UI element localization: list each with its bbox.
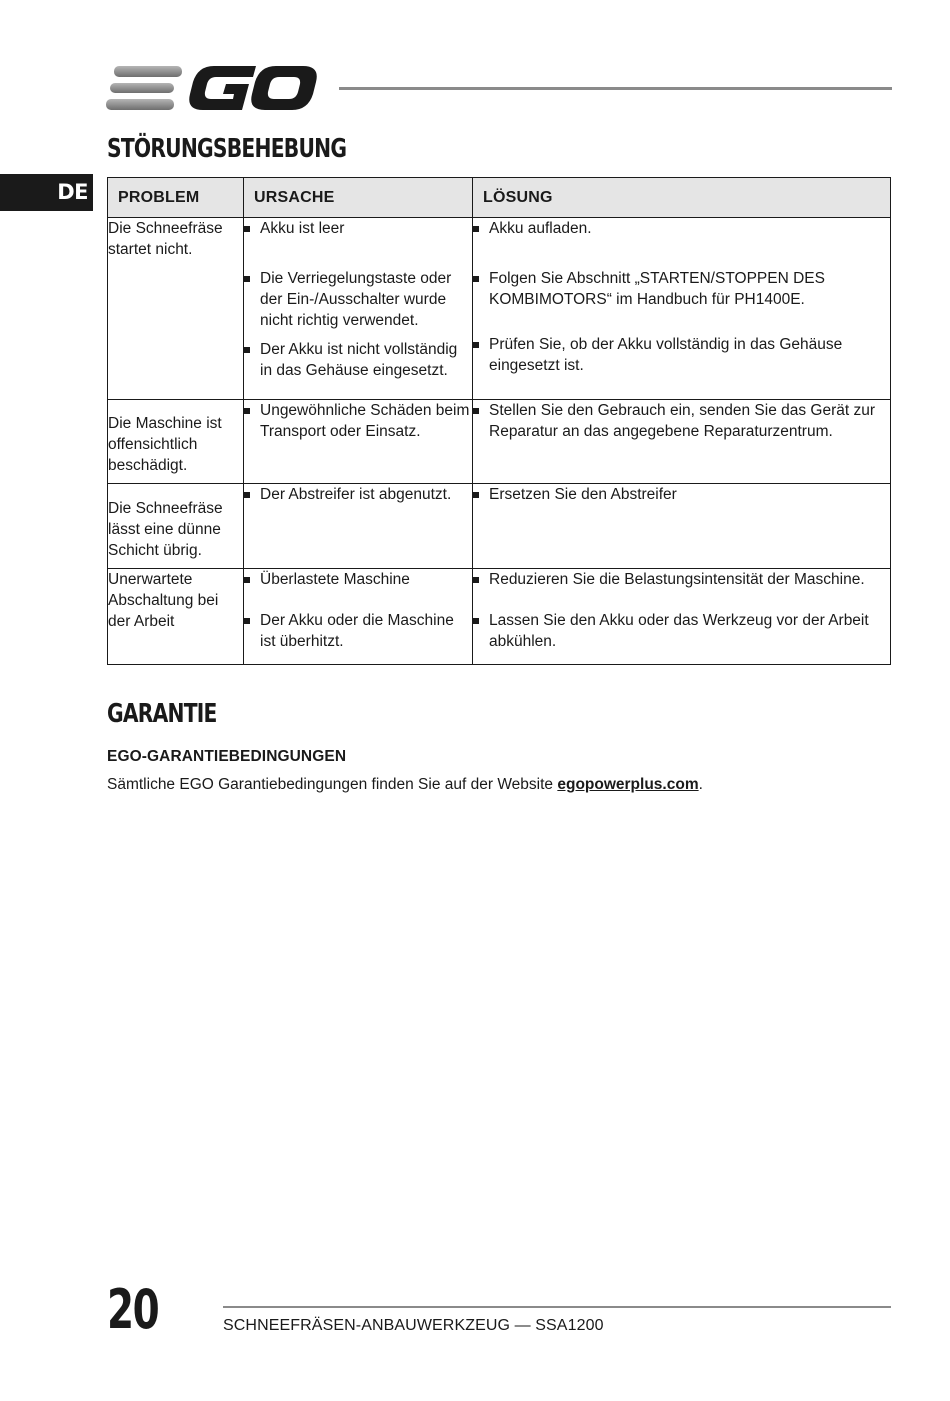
cause-item: Ungewöhnliche Schäden beim Transport oder Einsatz. bbox=[244, 400, 472, 442]
solution-item: Ersetzen Sie den Abstreifer bbox=[473, 484, 890, 505]
footer-rule bbox=[223, 1306, 891, 1308]
solution-item: Prüfen Sie, ob der Akku vollständig in das Gehäuse eingesetzt ist. bbox=[473, 334, 890, 376]
cause-cell bbox=[244, 484, 473, 569]
problem-cell: Die Schneefräse startet nicht. bbox=[108, 218, 244, 400]
page-number: 20 bbox=[107, 1278, 159, 1341]
warranty-text bbox=[107, 776, 703, 794]
solution-cell bbox=[473, 484, 891, 569]
column-header-solution: LÖSUNG bbox=[473, 178, 891, 218]
warranty-link[interactable]: egopowerplus.com bbox=[557, 776, 699, 793]
table-row bbox=[108, 569, 891, 665]
header-rule bbox=[339, 87, 892, 90]
ego-logo bbox=[106, 62, 318, 114]
problem-cell: Die Schneefräse lässt eine dünne Schicht übrig. bbox=[108, 484, 244, 569]
solution-item: Stellen Sie den Gebrauch ein, senden Sie das Gerät zur Reparatur an das angegebene Reparaturzentrum. bbox=[473, 400, 890, 442]
problem-cell: Unerwartete Abschaltung bei der Arbeit bbox=[108, 569, 244, 665]
cause-item: Überlastete Maschine bbox=[244, 569, 472, 590]
warranty-title: GARANTIE bbox=[107, 699, 217, 729]
solution-item: Lassen Sie den Akku oder das Werkzeug vor der Arbeit abkühlen. bbox=[473, 610, 890, 652]
warranty-subheading: EGO-GARANTIEBEDINGUNGEN bbox=[107, 748, 347, 765]
warranty-text-before: Sämtliche EGO Garantiebedingungen finden Sie auf der Website bbox=[107, 776, 558, 793]
cause-item: Der Abstreifer ist abgenutzt. bbox=[244, 484, 472, 505]
footer-document-title: SCHNEEFRÄSEN-ANBAUWERKZEUG — SSA1200 bbox=[223, 1317, 604, 1334]
solution-cell bbox=[473, 400, 891, 484]
language-tab: DE bbox=[0, 174, 93, 211]
troubleshooting-table bbox=[107, 177, 891, 665]
troubleshooting-title: STÖRUNGSBEHEBUNG bbox=[107, 134, 347, 164]
solution-cell bbox=[473, 569, 891, 665]
solution-cell bbox=[473, 218, 891, 400]
cause-cell bbox=[244, 400, 473, 484]
solution-item: Akku aufladen. bbox=[473, 218, 890, 239]
problem-cell: Die Maschine ist offensichtlich beschädigt. bbox=[108, 400, 244, 484]
cause-item: Der Akku oder die Maschine ist überhitzt. bbox=[244, 610, 472, 652]
table-row bbox=[108, 400, 891, 484]
warranty-text-after: . bbox=[698, 776, 703, 793]
cause-item: Die Verriegelungstaste oder der Ein-/Ausschalter wurde nicht richtig verwendet. bbox=[244, 268, 472, 331]
solution-item: Folgen Sie Abschnitt „STARTEN/STOPPEN DES KOMBIMOTORS“ im Handbuch für PH1400E. bbox=[473, 268, 890, 310]
cause-item: Akku ist leer bbox=[244, 218, 472, 239]
table-row bbox=[108, 484, 891, 569]
cause-item: Der Akku ist nicht vollständig in das Gehäuse eingesetzt. bbox=[244, 339, 472, 381]
column-header-problem: PROBLEM bbox=[108, 178, 244, 218]
table-header-row bbox=[108, 178, 891, 218]
column-header-cause: URSACHE bbox=[244, 178, 473, 218]
solution-item: Reduzieren Sie die Belastungsintensität der Maschine. bbox=[473, 569, 890, 590]
cause-cell bbox=[244, 218, 473, 400]
table-row bbox=[108, 218, 891, 400]
cause-cell bbox=[244, 569, 473, 665]
